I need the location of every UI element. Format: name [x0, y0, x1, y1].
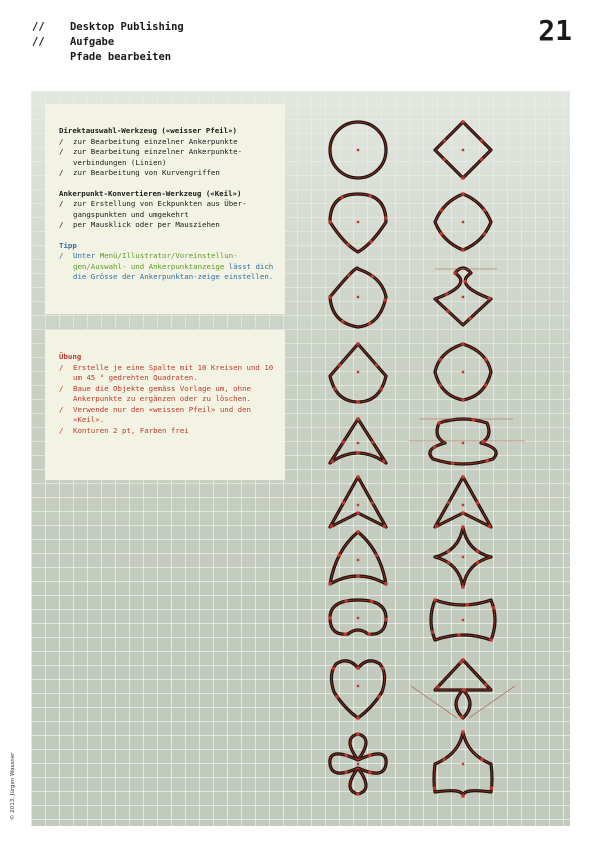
- tip-title: Tipp: [59, 240, 77, 250]
- anchor-point: [476, 501, 479, 504]
- shape-bell: [328, 530, 387, 585]
- anchor-point: [480, 158, 483, 161]
- anchor-point: [447, 561, 450, 564]
- anchor-point: [439, 358, 442, 361]
- anchor-point: [461, 192, 464, 195]
- anchor-point: [483, 232, 486, 235]
- list-item: / zur Bearbeitung von Kurvengriffen: [59, 168, 220, 177]
- center-point: [462, 371, 464, 373]
- anchor-point: [443, 158, 446, 161]
- anchor-point: [356, 342, 359, 345]
- anchor-point: [461, 342, 464, 345]
- anchor-point: [461, 730, 464, 733]
- anchor-point: [480, 139, 483, 142]
- anchor-point: [457, 634, 460, 637]
- center-point: [357, 371, 359, 373]
- anchor-point: [461, 794, 464, 797]
- anchor-point: [345, 754, 348, 757]
- center-point: [462, 619, 464, 621]
- anchor-point: [431, 630, 434, 633]
- anchor-point: [492, 606, 495, 609]
- anchor-point: [328, 220, 331, 223]
- tip-text: / Unter Menü/Illustrator/Voreinstellun-gen/Auswahl- und Ankerpunktanzeige lässt dich die Grösse der Ankerpunktan-zeige einstellen.: [59, 251, 274, 281]
- anchor-point: [464, 280, 467, 283]
- anchor-point: [356, 574, 359, 577]
- anchor-point: [433, 445, 436, 448]
- center-point: [462, 556, 464, 558]
- anchor-point: [367, 632, 370, 635]
- anchor-point: [488, 297, 491, 300]
- anchor-point: [346, 243, 349, 246]
- anchor-point: [443, 139, 446, 142]
- shape-knot: [330, 732, 386, 795]
- anchor-point: [347, 274, 350, 277]
- anchor-point: [445, 293, 448, 296]
- anchor-point: [484, 384, 487, 387]
- anchor-point: [368, 771, 371, 774]
- center-point: [357, 221, 359, 223]
- shape-eye: [328, 194, 387, 252]
- anchor-point: [377, 695, 380, 698]
- anchor-point: [356, 475, 359, 478]
- anchor-point: [490, 787, 493, 790]
- anchor-point: [437, 421, 440, 424]
- shape-pillow: [431, 598, 495, 641]
- anchor-point: [368, 754, 371, 757]
- list-item: / zur Erstellung von Eckpunkten aus Über-gangspunkten und umgekehrt: [59, 199, 247, 219]
- header-line-1: // Desktop Publishing: [32, 21, 184, 33]
- center-point: [462, 442, 464, 444]
- anchor-point: [440, 209, 443, 212]
- anchor-point: [453, 271, 456, 274]
- center-point: [357, 763, 359, 765]
- shape-diamond: [435, 120, 491, 179]
- anchor-point: [461, 585, 464, 588]
- list-item: / Verwende nur den «weissen Pfeil» und den «Keil».: [59, 404, 251, 424]
- anchor-point: [461, 475, 464, 478]
- list-item: / zur Bearbeitung einzelner Ankerpunkte-verbindungen (Linien): [59, 147, 243, 167]
- anchor-point: [381, 667, 384, 670]
- anchor-point: [356, 451, 359, 454]
- shape-teardrop: [328, 268, 386, 327]
- anchor-point: [356, 530, 359, 533]
- anchor-point: [384, 216, 387, 219]
- list-item: / Erstelle je eine Spalte mit 10 Kreisen und 10 um 45 ° gedrehten Quadraten.: [59, 362, 274, 382]
- anchor-point: [356, 417, 359, 420]
- center-point: [357, 504, 359, 506]
- anchor-point: [435, 525, 438, 528]
- anchor-point: [356, 732, 359, 735]
- anchor-point: [333, 387, 336, 390]
- anchor-point: [356, 666, 359, 669]
- shape-leaf: [435, 342, 491, 401]
- anchor-point: [330, 525, 333, 528]
- shape-hourglass: [411, 658, 515, 718]
- anchor-point: [476, 550, 479, 553]
- anchor-point: [433, 598, 436, 601]
- list-item: / Baue die Objekte gemäss Vorlage um, ohne Ankerpunkte zu ergänzen oder zu löschen.: [59, 383, 251, 403]
- anchor-point: [483, 209, 486, 212]
- anchor-point: [384, 299, 387, 302]
- center-point: [357, 296, 359, 298]
- anchor-point: [370, 600, 373, 603]
- shape-bean: [328, 599, 387, 635]
- center-point: [357, 149, 359, 151]
- anchor-point: [482, 440, 485, 443]
- anchor-point: [356, 792, 359, 795]
- anchor-point: [375, 554, 378, 557]
- anchor-point: [461, 511, 464, 514]
- anchor-point: [480, 758, 483, 761]
- tool1-title: Direktauswahl-Werkzeug («weisser Pfeil»): [59, 126, 237, 135]
- list-item: / per Mausklick oder per Mausziehen: [59, 220, 220, 229]
- anchor-point: [489, 638, 492, 641]
- anchor-point: [328, 616, 331, 619]
- anchor-point: [338, 364, 341, 367]
- anchor-point: [447, 550, 450, 553]
- anchor-point: [440, 232, 443, 235]
- anchor-point: [384, 582, 387, 585]
- anchor-point: [368, 322, 371, 325]
- anchor-point: [369, 240, 372, 243]
- shape-star: [435, 525, 491, 588]
- shape-heart: [331, 661, 384, 720]
- center-point: [357, 559, 359, 561]
- header-line-3: Pfade bearbeiten: [69, 51, 172, 63]
- anchor-point: [331, 460, 334, 463]
- anchor-point: [439, 384, 442, 387]
- center-point: [462, 221, 464, 223]
- anchor-point: [341, 320, 344, 323]
- anchor-point: [335, 695, 338, 698]
- anchor-point: [436, 685, 439, 688]
- center-point: [357, 685, 359, 687]
- shape-diamond-curved: [435, 192, 491, 251]
- list-item: / zur Bearbeitung einzelner Ankerpunkte: [59, 136, 238, 146]
- anchor-point: [356, 511, 359, 514]
- anchor-point: [442, 758, 445, 761]
- anchor-point: [342, 501, 345, 504]
- anchor-point: [484, 683, 487, 686]
- shape-drop: [330, 342, 386, 403]
- anchor-point: [461, 120, 464, 123]
- shape-circle: [330, 122, 386, 178]
- anchor-point: [338, 554, 341, 557]
- anchor-point: [369, 194, 372, 197]
- anchor-point: [472, 418, 475, 421]
- anchor-point: [356, 716, 359, 719]
- copyright: © 2013, Jürgen Wassner: [10, 752, 16, 820]
- shape-hat: [409, 418, 525, 465]
- anchor-point: [469, 317, 472, 320]
- center-point: [462, 504, 464, 506]
- shape-arrow: [330, 475, 386, 527]
- anchor-point: [488, 525, 491, 528]
- anchor-point: [484, 358, 487, 361]
- anchor-point: [371, 275, 374, 278]
- anchor-point: [476, 561, 479, 564]
- anchor-point: [447, 501, 450, 504]
- anchor-point: [344, 599, 347, 602]
- exercise-title: Übung: [59, 352, 82, 361]
- anchor-point: [382, 460, 385, 463]
- anchor-point: [328, 295, 331, 298]
- center-point: [462, 689, 464, 691]
- center-point: [462, 149, 464, 151]
- anchor-point: [375, 364, 378, 367]
- center-point: [357, 617, 359, 619]
- shape-arrow-curve: [330, 417, 386, 463]
- anchor-point: [466, 603, 469, 606]
- shape-spade: [433, 730, 493, 797]
- page-number: 21: [538, 14, 572, 47]
- anchor-point: [384, 618, 387, 621]
- anchor-point: [461, 248, 464, 251]
- anchor-point: [345, 771, 348, 774]
- list-item: / Konturen 2 pt, Farben frei: [59, 425, 189, 435]
- center-point: [462, 763, 464, 765]
- anchor-point: [459, 661, 462, 664]
- anchor-point: [328, 582, 331, 585]
- header-line-2: // Aufgabe: [32, 36, 115, 48]
- anchor-point: [461, 176, 464, 179]
- anchor-point: [340, 196, 343, 199]
- anchor-point: [461, 525, 464, 528]
- anchor-point: [380, 387, 383, 390]
- anchor-point: [446, 309, 449, 312]
- anchor-point: [486, 459, 489, 462]
- anchor-point: [433, 787, 436, 790]
- center-point: [462, 296, 464, 298]
- shape-diamond-loop: [435, 268, 497, 325]
- tool2-title: Ankerpunkt-Konvertieren-Werkzeug («Keil»): [59, 188, 242, 198]
- anchor-point: [460, 715, 463, 718]
- anchor-point: [356, 400, 359, 403]
- center-point: [357, 442, 359, 444]
- anchor-point: [371, 441, 374, 444]
- anchor-point: [332, 667, 335, 670]
- anchor-point: [344, 633, 347, 636]
- anchor-point: [371, 501, 374, 504]
- anchor-point: [461, 398, 464, 401]
- anchor-point: [451, 462, 454, 465]
- anchor-point: [342, 441, 345, 444]
- shape-arrow-right: [435, 475, 491, 527]
- anchor-point: [383, 525, 386, 528]
